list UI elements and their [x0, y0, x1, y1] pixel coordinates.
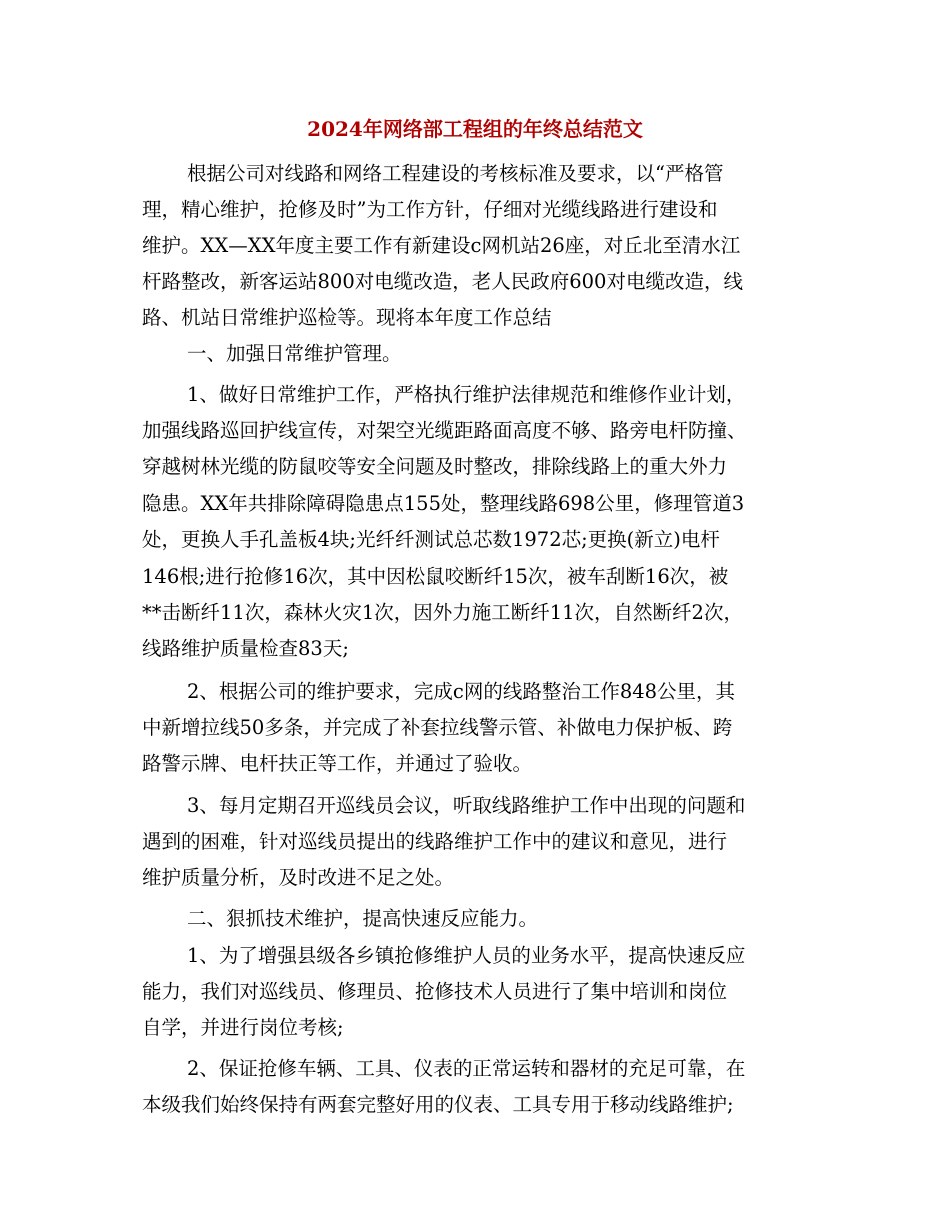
paragraph-line: 路、机站日常维护巡检等。现将本年度工作总结 — [142, 306, 552, 329]
paragraph-line: 维护。XX—XX年度主要工作有新建设c网机站26座，对丘北至清水江 — [142, 234, 741, 257]
section-heading: 一、加强日常维护管理。 — [187, 342, 402, 365]
paragraph-line: 146根;进行抢修16次，其中因松鼠咬断纤15次，被车刮断16次，被 — [142, 565, 729, 588]
paragraph-line: 根据公司对线路和网络工程建设的考核标准及要求，以“严格管 — [187, 162, 724, 185]
paragraph-line: 中新增拉线50多条，并完成了补套拉线警示管、补做电力保护板、跨 — [142, 716, 733, 739]
paragraph-line: 遇到的困难，针对巡线员提出的线路维护工作中的建议和意见，进行 — [142, 830, 728, 853]
paragraph-line: 路警示牌、电杆扶正等工作，并通过了验收。 — [142, 752, 533, 775]
section-heading: 二、狠抓技术维护，提高快速反应能力。 — [187, 907, 539, 930]
paragraph-line: 杆路整改，新客运站800对电缆改造，老人民政府600对电缆改造，线 — [142, 270, 743, 293]
paragraph-line: 处，更换人手孔盖板4块;光纤纤测试总芯数1972芯;更换(新立)电杆 — [142, 528, 720, 551]
document-title: 2024年网络部工程组的年终总结范文 — [307, 117, 643, 141]
paragraph-line: 1、为了增强县级各乡镇抢修维护人员的业务水平，提高快速反应 — [187, 944, 746, 967]
paragraph-line: 线路维护质量检查83天; — [142, 637, 349, 660]
paragraph-line: 3、每月定期召开巡线员会议，听取线路维护工作中出现的问题和 — [187, 794, 746, 817]
paragraph-line: 1、做好日常维护工作，严格执行维护法律规范和维修作业计划， — [187, 383, 746, 406]
paragraph-line: 2、保证抢修车辆、工具、仪表的正常运转和器材的充足可靠，在 — [187, 1057, 746, 1080]
paragraph-line: 能力，我们对巡线员、修理员、抢修技术人员进行了集中培训和岗位 — [142, 980, 728, 1003]
paragraph-line: 隐患。XX年共排除障碍隐患点155处，整理线路698公里，修理管道3 — [142, 492, 745, 515]
paragraph-line: 2、根据公司的维护要求，完成c网的线路整治工作848公里，其 — [187, 680, 736, 703]
paragraph-line: **击断纤11次，森林火灾1次，因外力施工断纤11次，自然断纤2次， — [142, 601, 743, 624]
paragraph-line: 加强线路巡回护线宣传，对架空光缆距路面高度不够、路旁电杆防撞、 — [142, 419, 747, 442]
paragraph-line: 维护质量分析，及时改进不足之处。 — [142, 866, 455, 889]
paragraph-line: 自学，并进行岗位考核; — [142, 1016, 344, 1039]
paragraph-line: 理，精心维护，抢修及时”为工作方针，仔细对光缆线路进行建设和 — [142, 198, 718, 221]
paragraph-line: 本级我们始终保持有两套完整好用的仪表、工具专用于移动线路维护; — [142, 1093, 734, 1116]
paragraph-line: 穿越树林光缆的防鼠咬等安全问题及时整改，排除线路上的重大外力 — [142, 455, 728, 478]
